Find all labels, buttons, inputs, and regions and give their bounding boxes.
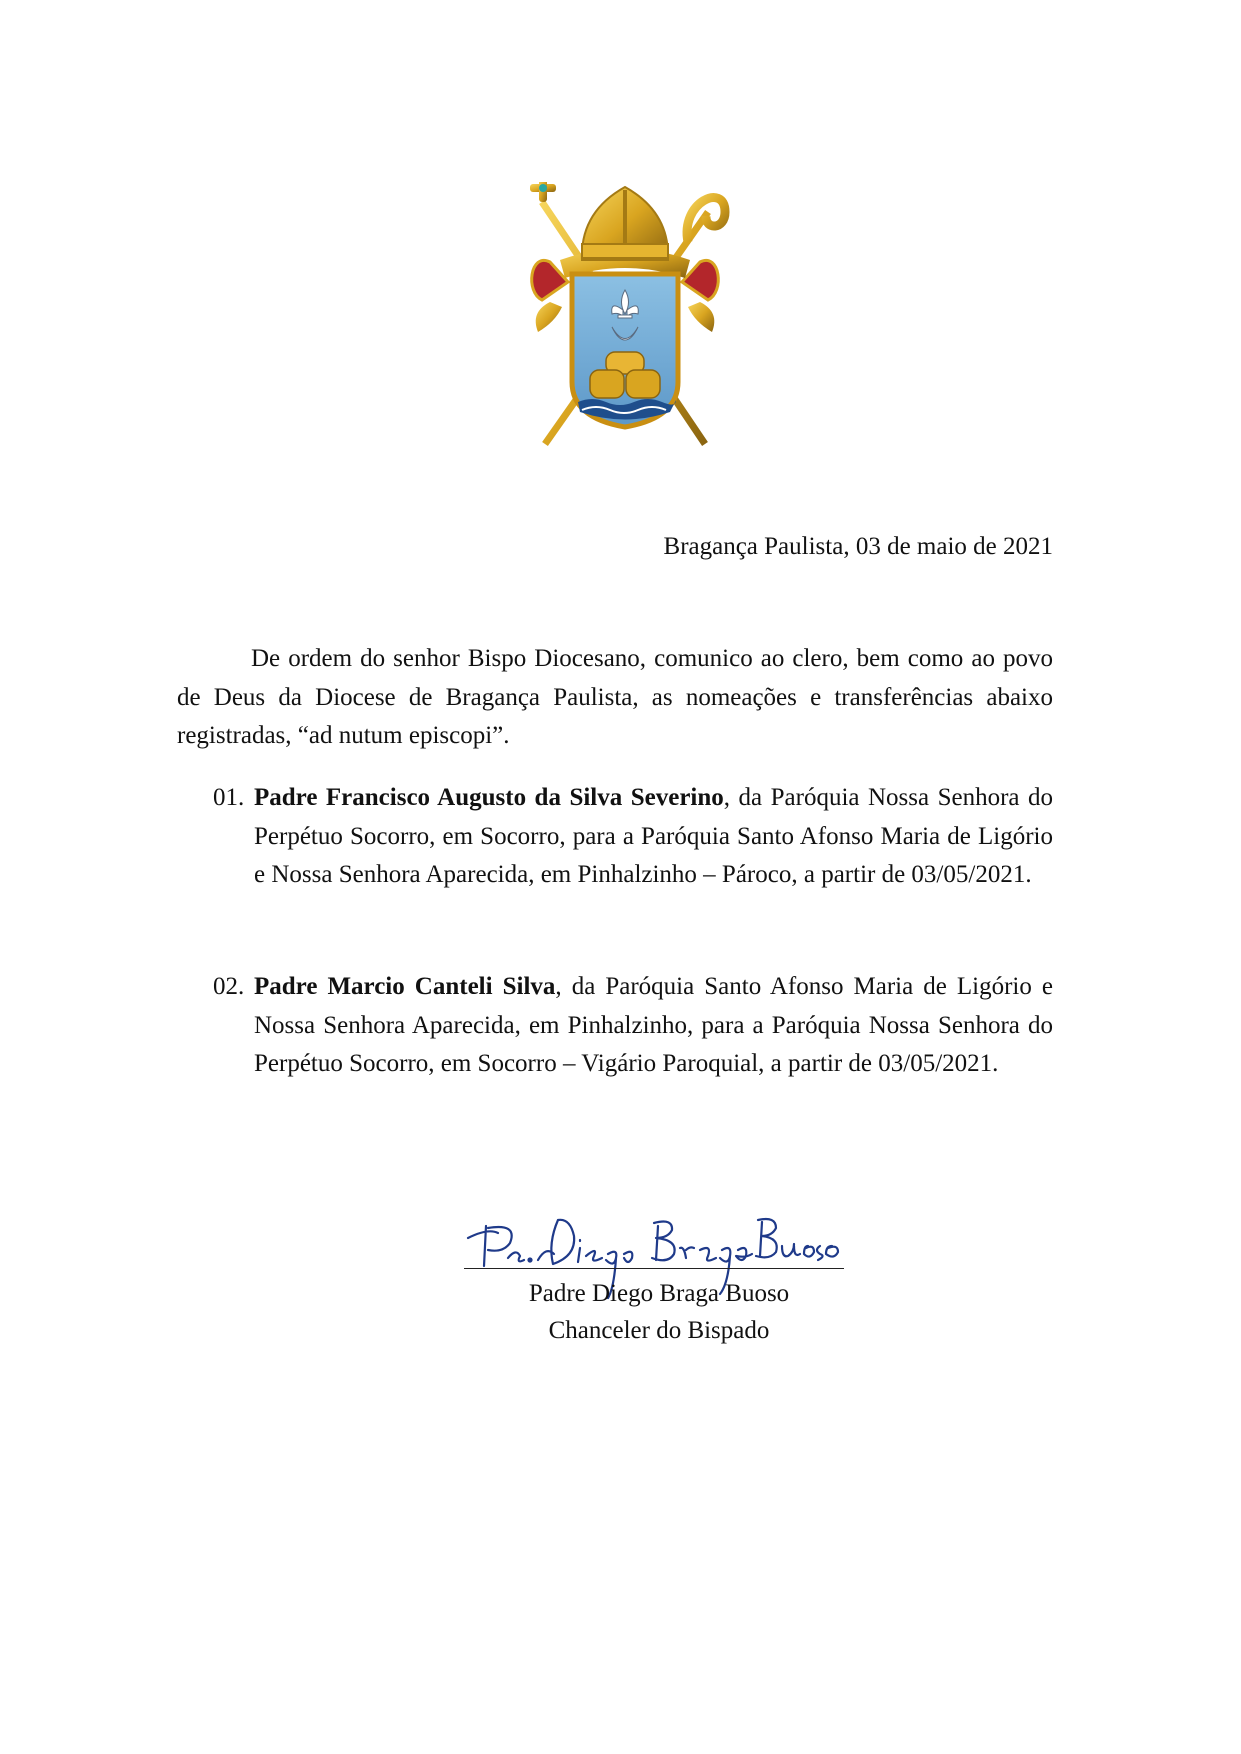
item-body: , da Paróquia Santo Afonso Maria de Ligório e Nossa Senhora Aparecida, em Pinhalzinho, para a Paróquia Nossa Senhora do Perpétuo Socorro, em Socorro – Vigário Paroquial, a partir de 03/05/2021. bbox=[254, 973, 1054, 1077]
signature-line bbox=[464, 1268, 844, 1269]
signer-name: Padre Diego Braga Buoso bbox=[528, 1280, 790, 1307]
item-number: 01. bbox=[213, 784, 245, 811]
item-text bbox=[254, 968, 1053, 1084]
item-name: Padre Marcio Canteli Silva bbox=[254, 973, 556, 1000]
list-item bbox=[213, 968, 1053, 1084]
item-name: Padre Francisco Augusto da Silva Severino bbox=[254, 784, 724, 811]
item-number: 02. bbox=[213, 973, 245, 1000]
episcopal-coat-of-arms-icon bbox=[520, 182, 730, 452]
date-line: Bragança Paulista, 03 de maio de 2021 bbox=[663, 533, 1053, 560]
signature-block bbox=[464, 1198, 854, 1358]
intro-paragraph: De ordem do senhor Bispo Diocesano, comunico ao clero, bem como ao povo de Deus da Diocese de Bragança Paulista, as nomeações e transferências abaixo registradas, “ad nutum episcopi”. bbox=[177, 645, 1053, 749]
item-body: , da Paróquia Nossa Senhora do Perpétuo Socorro, em Socorro, para a Paróquia Santo Afonso Maria de Ligório e Nossa Senhora Aparecida, em Pinhalzinho – Pároco, a partir de 03/05/2021. bbox=[254, 784, 1053, 888]
item-text bbox=[254, 779, 1053, 895]
list-item bbox=[213, 779, 1053, 895]
signer-title: Chanceler do Bispado bbox=[548, 1317, 770, 1344]
